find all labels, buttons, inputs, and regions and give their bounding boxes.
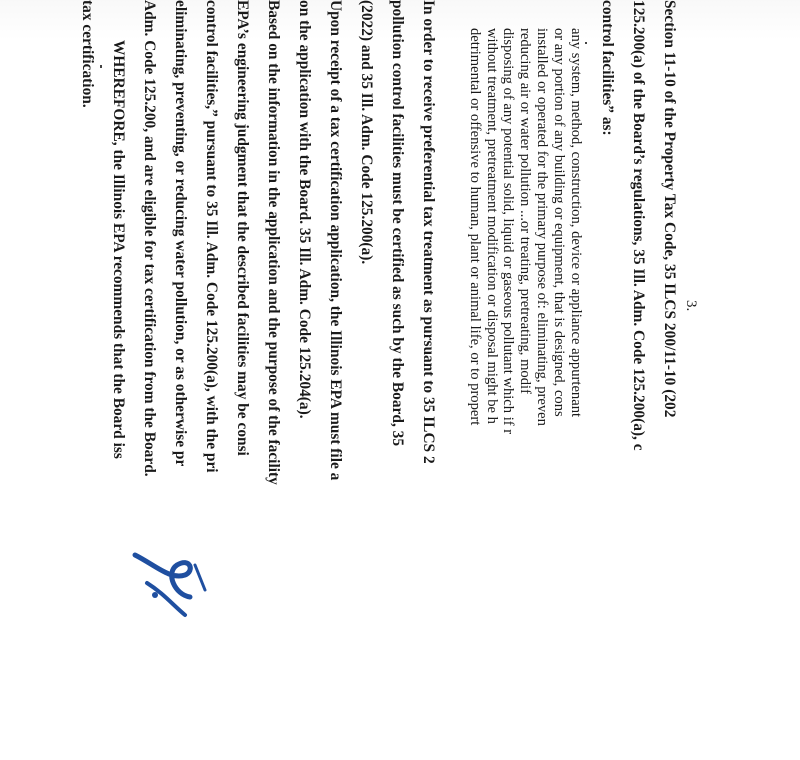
text-line: on the application with the Board. 35 Ill. Adm. Code 125.204(a).	[295, 0, 313, 419]
quote-line: or any portion of any building or equipment, that is designed, cons	[551, 28, 568, 417]
text-line: 125.200(a) of the Board’s regulations, 35 Ill. Adm. Code 125.200(a), c	[630, 0, 647, 451]
quote-line: disposing of any potential solid, liquid or gaseous pollutant which if r	[500, 28, 517, 435]
text-line: eliminating, preventing, or reducing water pollution, or as otherwise pr	[171, 0, 189, 467]
quote-line: reducing air or water pollution ...or treating, pretreating, modif	[517, 28, 534, 394]
document-body	[72, 0, 685, 760]
quote-line: any system, method, construction, device or appliance appurtenant	[568, 28, 584, 418]
quote-line: installed or operated for the primary purpose of: eliminating, preven	[534, 28, 551, 426]
text-line: Upon receipt of a tax certification application, the Illinois EPA must file a	[326, 0, 344, 481]
text-line: pollution control facilities must be certified as such by the Board, 35	[388, 0, 406, 447]
page-number: 3.	[683, 300, 699, 312]
text-line: In order to receive preferential tax treatment as pursuant to 35 ILCS 2	[419, 0, 437, 464]
text-line: (2022) and 35 Ill. Adm. Code 125.200(a).	[357, 0, 375, 265]
quote-line: detrimental or offensive to human, plant or animal life, or to propert	[466, 28, 483, 426]
handwritten-signature	[125, 535, 225, 625]
text-line: EPA’s engineering judgment that the described facilities may be consi	[233, 0, 251, 456]
quote-line: without treatment, pretreatment modification or disposal might be h	[483, 28, 500, 424]
text-line: Based on the information in the application and the purpose of the facility	[264, 0, 282, 485]
text-line: tax certification.	[78, 0, 96, 108]
definition-quote	[466, 0, 584, 760]
text-line: Section 11-10 of the Property Tax Code, 35 ILCS 200/11-10 (202	[661, 0, 678, 418]
text-line: control facilities,” pursuant to 35 Ill. Adm. Code 125.200(a), with the pri	[202, 0, 220, 473]
text-line: WHEREFORE, the Illinois EPA recommends that the Board iss	[109, 40, 127, 459]
text-line: Adm. Code 125.200, and are eligible for tax certification from the Board.	[140, 0, 158, 477]
text-line: control facilities” as:	[599, 0, 616, 136]
